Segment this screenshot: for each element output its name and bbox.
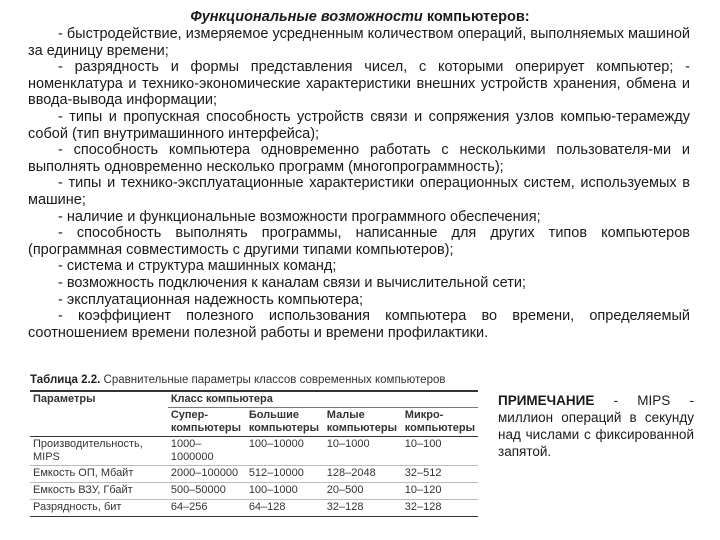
table-row	[30, 483, 478, 500]
table-cell: 64–256	[168, 500, 246, 517]
list-item: - система и структура машинных команд;	[58, 258, 337, 275]
table-cell: 32–128	[324, 500, 402, 517]
table-caption-text: Сравнительные параметры классов современных компьютеров	[100, 374, 446, 386]
table-cell: 128–2048	[324, 466, 402, 483]
list-item: - способность компьютера одновременно работать с несколькими пользователя-ми и выполнять одновременно несколько программ (многопрограммность);	[28, 142, 690, 175]
column-header-class: Микро-компьютеры	[402, 408, 478, 437]
list-item: - разрядность и формы представления чисел, с которыми оперирует компьютер; - номенклатура и технико-экономические характеристики внешних устройств хранения, обмена и ввода-вывода информации;	[28, 59, 690, 109]
list-item: - типы и пропускная способность устройств связи и сопряжения узлов компью-терамежду собой (тип внутримашинного интерфейса);	[28, 108, 690, 142]
table-cell: 2000–100000	[168, 466, 246, 483]
table-row	[30, 466, 478, 483]
title-regular: компьютеров:	[422, 9, 530, 25]
section-title	[0, 8, 720, 26]
column-header-class: Большие компьютеры	[246, 408, 324, 437]
table-cell: 10–120	[402, 483, 478, 500]
table-cell: 32–512	[402, 466, 478, 483]
list-item: - наличие и функциональные возможности программного обеспечения;	[58, 208, 541, 225]
table-cell: 512–10000	[246, 466, 324, 483]
list-item: - быстродействие, измеряемое усредненным количеством операций, выполняемых машиной за единицу времени;	[28, 26, 690, 59]
list-item: - возможность подключения к каналам связи и вычислительной сети;	[58, 274, 526, 291]
column-header-parameters: Параметры	[30, 391, 168, 437]
note-text: - MIPS - миллион операций в секунду над числами с фиксированной запятой.	[498, 393, 694, 459]
list-item: - эксплуатационная надежность компьютера;	[58, 291, 364, 308]
table-cell: 64–128	[246, 500, 324, 517]
table-cell: 10–100	[402, 437, 478, 466]
table-cell: 20–500	[324, 483, 402, 500]
table-cell: 100–1000	[246, 483, 324, 500]
table-cell: 32–128	[402, 500, 478, 517]
column-header-class: Супер-компьютеры	[168, 408, 246, 437]
list-item: - коэффициент полезного использования компьютера во времени, определяемый соотношением времени полезной работы и времени профилактики.	[28, 308, 690, 341]
note-label: ПРИМЕЧАНИЕ	[498, 393, 595, 408]
title-italic: Функциональные возможности	[190, 9, 423, 25]
table-cell: Емкость ОП, Мбайт	[30, 466, 168, 483]
table-cell: 500–50000	[168, 483, 246, 500]
list-item: - способность выполнять программы, написанные для других типов компьютеров (программная совместимость с другими типами компьютеров);	[28, 225, 690, 258]
table-cell: 1000–1000000	[168, 437, 246, 466]
table-cell: 100–10000	[246, 437, 324, 466]
comparison-table	[30, 390, 478, 517]
table-cell: Емкость ВЗУ, Гбайт	[30, 483, 168, 500]
table-caption-number: Таблица 2.2.	[30, 374, 101, 386]
table-caption	[30, 373, 480, 387]
table-cell: 10–1000	[324, 437, 402, 466]
list-item: - типы и технико-эксплуатационные характеристики операционных систем, используемых в машине;	[28, 175, 690, 208]
feature-list	[28, 26, 690, 341]
column-header-class: Малые компьютеры	[324, 408, 402, 437]
table-cell: Разрядность, бит	[30, 500, 168, 517]
note-box	[498, 392, 694, 460]
table-row	[30, 437, 478, 466]
column-group-header: Класс компьютера	[168, 391, 478, 408]
table-row	[30, 500, 478, 517]
table-cell: Производительность, MIPS	[30, 437, 168, 466]
